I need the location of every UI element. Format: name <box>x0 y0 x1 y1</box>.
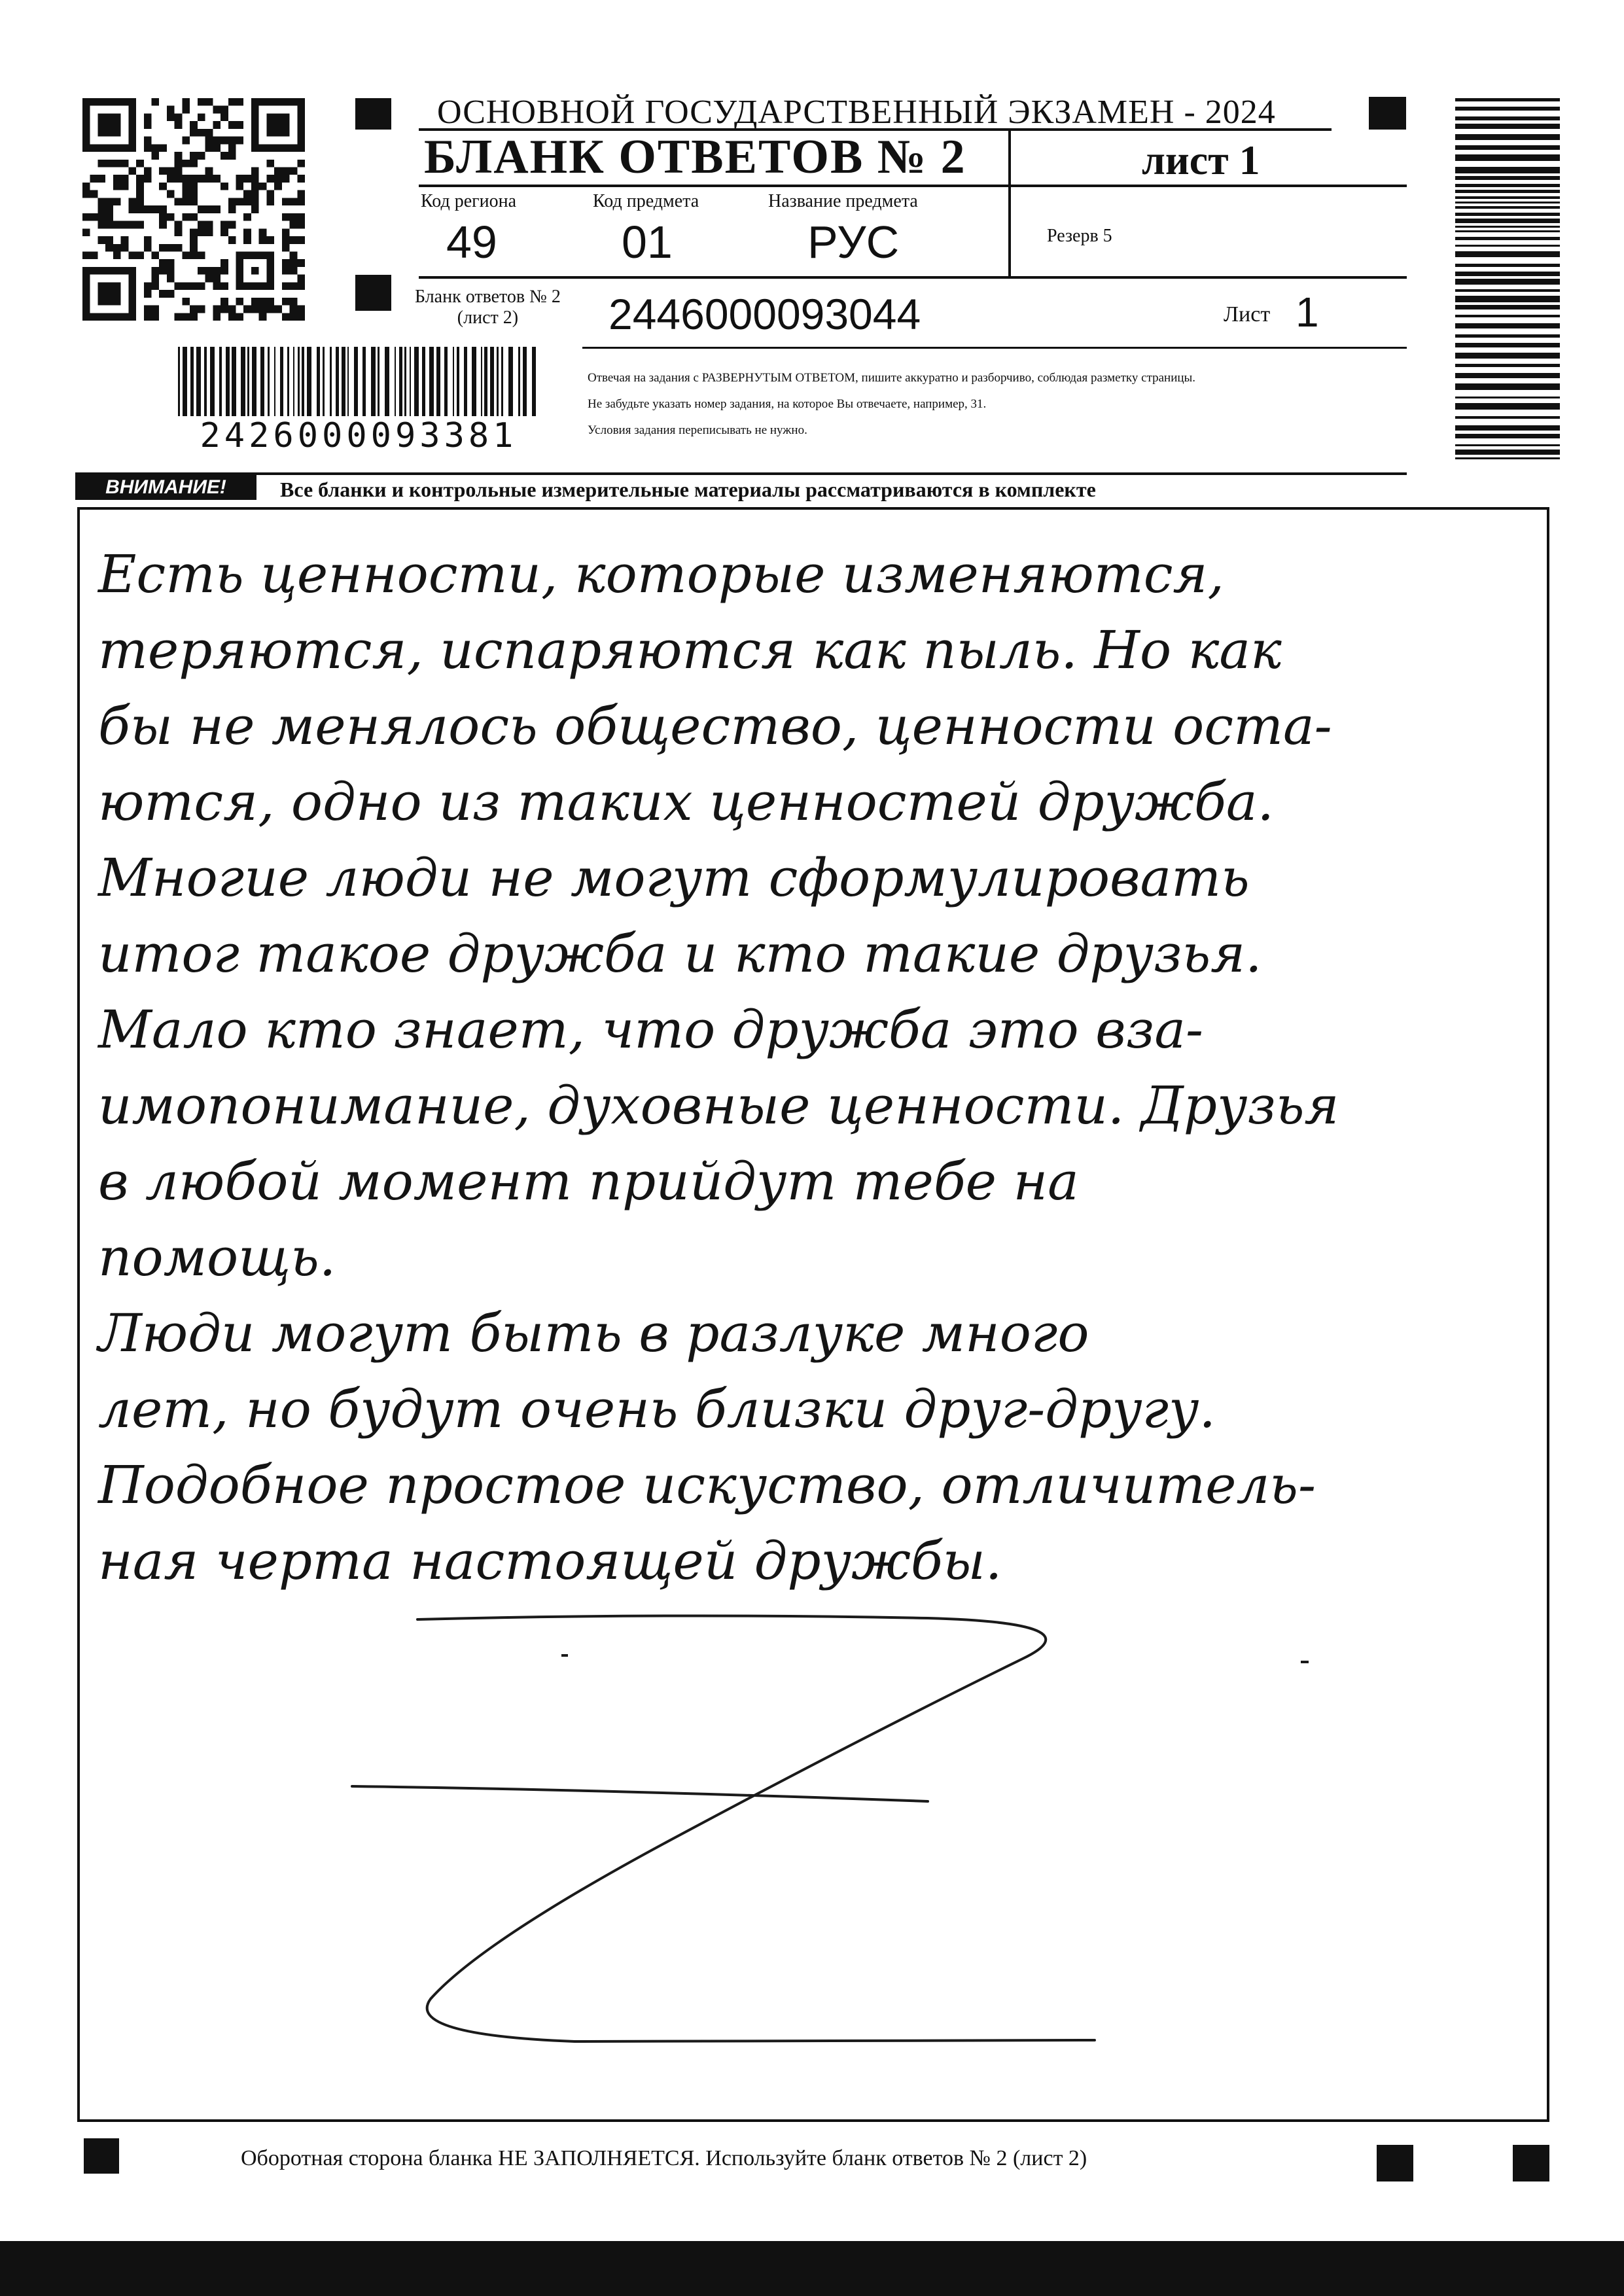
answer-line: ются, одно из таких ценностей дружба. <box>98 771 1274 832</box>
reserve-label: Резерв 5 <box>1047 226 1112 246</box>
sheet-label: лист 1 <box>1142 137 1260 183</box>
answer-line: лет, но будут очень близки друг-другу. <box>98 1379 1216 1439</box>
footer-note: Оборотная сторона бланка НЕ ЗАПОЛНЯЕТСЯ. Используйте бланк ответов № 2 (лист 2) <box>241 2146 1087 2170</box>
form2-label-line1: Бланк ответов № 2 <box>415 287 561 307</box>
exam-title: ОСНОВНОЙ ГОСУДАРСТВЕННЫЙ ЭКЗАМЕН - 2024 <box>437 94 1276 131</box>
header-rule <box>75 472 1407 475</box>
region-label: Код региона <box>421 191 517 211</box>
form-number: 2446000093044 <box>609 290 921 338</box>
instruction-line: Не забудьте указать номер задания, на которое Вы отвечаете, например, 31. <box>588 397 987 411</box>
answer-line: имопонимание, духовные ценности. Друзья <box>98 1075 1339 1136</box>
header-rule <box>419 276 1407 279</box>
sheet-number-label: Лист <box>1224 302 1271 327</box>
registration-mark <box>1513 2145 1549 2181</box>
registration-mark <box>355 275 391 311</box>
instruction-line: Отвечая на задания с РАЗВЕРНУТЫМ ОТВЕТОМ, пишите аккуратно и разборчиво, соблюдая разметку страницы. <box>588 371 1196 385</box>
barcode-right <box>1455 98 1560 465</box>
answer-line: Мало кто знает, что дружба это вза- <box>98 999 1204 1060</box>
registration-mark <box>355 98 391 130</box>
answer-line: бы не менялось общество, ценности оста- <box>98 696 1332 756</box>
answer-line: теряются, испаряются как пыль. Но как <box>98 620 1282 680</box>
subject-name-value: РУС <box>807 217 900 268</box>
form2-label-line2: (лист 2) <box>457 308 519 328</box>
answer-line: Многие люди не могут сформулировать <box>98 847 1250 908</box>
answer-line: Люди могут быть в разлуке много <box>98 1303 1089 1364</box>
form2-label <box>415 287 561 328</box>
header-rule <box>582 347 1407 349</box>
attention-text: Все бланки и контрольные измерительные материалы рассматриваются в комплекте <box>280 478 1096 501</box>
instruction-line: Условия задания переписывать не нужно. <box>588 423 807 437</box>
subject-code-label: Код предмета <box>593 191 699 211</box>
header-divider <box>1008 130 1011 277</box>
qr-code <box>77 98 310 321</box>
subject-name-label: Название предмета <box>768 191 918 211</box>
registration-mark <box>1377 2145 1413 2181</box>
answer-line: ная черта настоящей дружбы. <box>98 1530 1002 1591</box>
bottom-scan-bar <box>0 2241 1624 2296</box>
barcode-number: 2426000093381 <box>169 416 548 455</box>
sheet-number-value: 1 <box>1296 289 1319 336</box>
answer-line: в любой момент прийдут тебе на <box>98 1151 1079 1212</box>
region-value: 49 <box>446 217 497 268</box>
form-title: БЛАНК ОТВЕТОВ № 2 <box>424 130 966 184</box>
registration-mark <box>1369 97 1406 130</box>
answer-line: итог такое дружба и кто такие друзья. <box>98 923 1262 984</box>
answer-line: помощь. <box>98 1227 336 1288</box>
answer-line: Есть ценности, которые изменяются, <box>98 544 1224 605</box>
answer-line: Подобное простое искуство, отличитель- <box>98 1455 1316 1515</box>
z-strikethrough-mark <box>77 507 1549 2122</box>
registration-mark <box>84 2138 119 2174</box>
attention-badge: ВНИМАНИЕ! <box>75 475 256 500</box>
subject-code-value: 01 <box>622 217 673 268</box>
